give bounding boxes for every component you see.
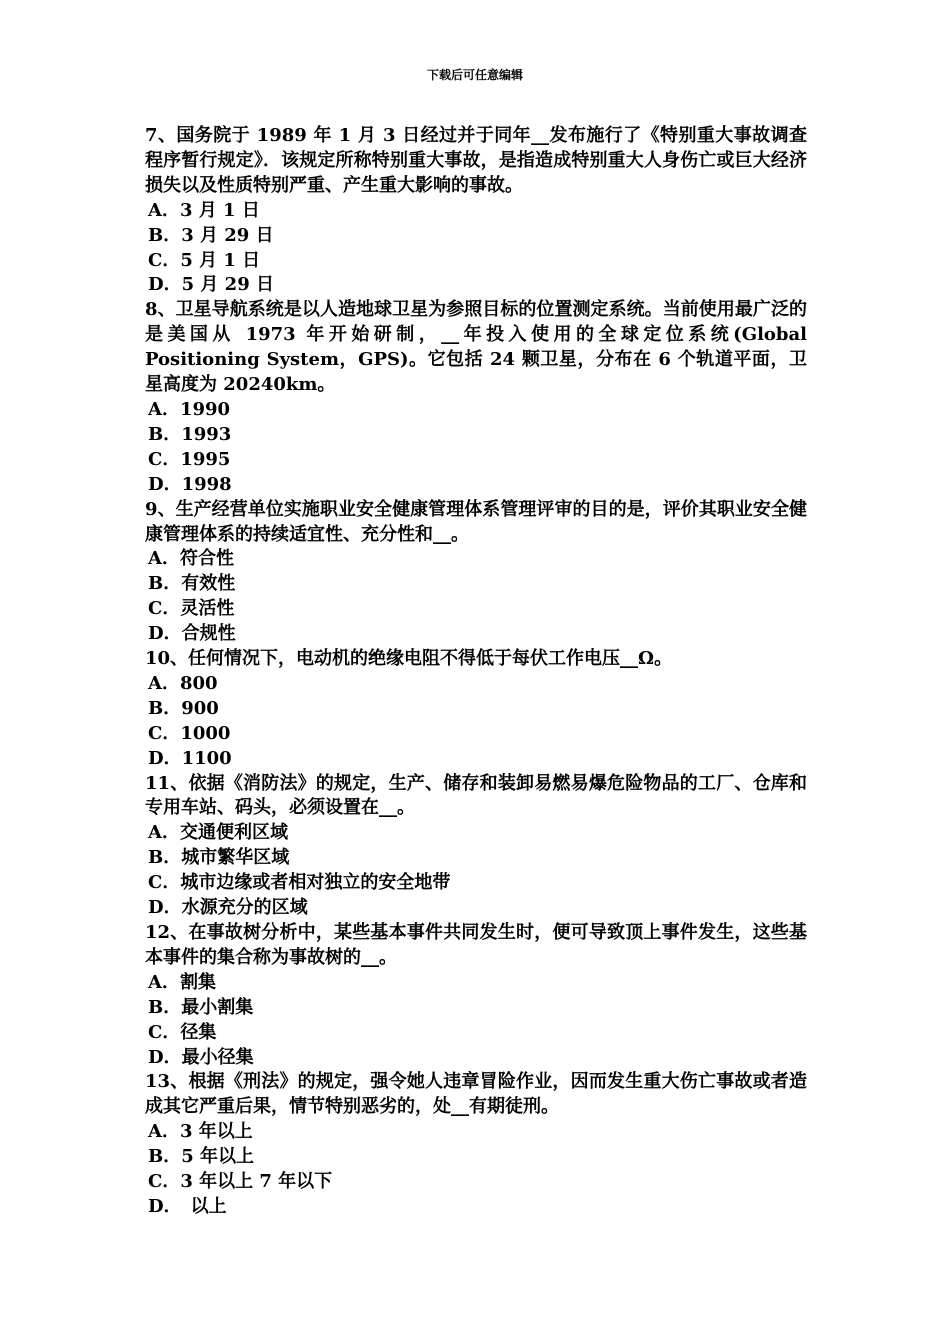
question-block [145,298,807,497]
option-c: C．3 年以上 7 年以下 [148,1171,333,1193]
document-body [145,124,807,1220]
question-block [145,921,807,1070]
option-c: C．5 月 1 日 [148,249,261,271]
option-a: A．符合性 [148,548,234,570]
question-7-text: 7、国务院于 1989 年 1 月 3 日经过并于同年__发布施行了《特别重大事故调查程序暂行规定》．该规定所称特别重大事故，是指造成特别重大人身伤亡或巨大经济损失以及性质特别严重、产生重大影响的事故。 [145,125,807,196]
question-block [145,124,807,298]
question-13-text: 13、根据《刑法》的规定，强令她人违章冒险作业，因而发生重大伤亡事故或者造成其它严重后果，情节特别恶劣的，处__有期徒刑。 [145,1071,807,1118]
option-a: A．3 年以上 [148,1121,253,1143]
option-c: C．1000 [148,722,231,744]
question-10-text: 10、任何情况下，电动机的绝缘电阻不得低于每伏工作电压__Ω。 [145,648,673,670]
option-c: C．1995 [148,448,231,470]
question-block [145,772,807,921]
option-c: C．径集 [148,1021,217,1043]
option-d: D．1998 [148,473,232,495]
question-block [145,1070,807,1219]
page-header: 下载后可任意编辑 [426,68,523,82]
option-d: D．最小径集 [148,1046,254,1068]
question-12-text: 12、在事故树分析中，某些基本事件共同发生时，便可导致顶上事件发生，这些基本事件的集合称为事故树的__。 [145,922,807,968]
option-d: D．水源充分的区域 [148,897,308,919]
option-a: A．800 [148,672,218,694]
option-b: B．城市繁华区域 [148,847,290,869]
option-d: D．合规性 [148,623,236,645]
question-9-text: 9、生产经营单位实施职业安全健康管理体系管理评审的目的是，评价其职业安全健康管理体系的持续适宜性、充分性和__。 [145,498,807,545]
option-d: D．1100 [148,747,232,769]
option-b: B．5 年以上 [148,1146,255,1168]
option-b: B．1993 [148,423,232,445]
option-a: A．1990 [148,398,231,420]
option-a: A．交通便利区域 [148,822,288,844]
question-block [145,647,807,772]
option-b: B．最小割集 [148,996,254,1018]
option-d: D．5 月 29 日 [148,274,274,296]
option-c: C．灵活性 [148,598,235,620]
option-d: D． 以上 [148,1195,227,1217]
option-a: A．3 月 1 日 [148,199,260,221]
option-b: B．900 [148,697,219,719]
question-8-text: 8、卫星导航系统是以人造地球卫星为参照目标的位置测定系统。当前使用最广泛的是美国从 1973 年开始研制，__年投入使用的全球定位系统(Global Positioning System，GPS)。它包括 24 颗卫星，分布在 6 个轨道平面，卫星高度为 20240km。 [145,299,807,396]
option-b: B．有效性 [148,573,236,595]
option-b: B．3 月 29 日 [148,224,274,246]
question-block [145,498,807,647]
option-a: A．割集 [148,971,216,993]
question-11-text: 11、依据《消防法》的规定，生产、储存和装卸易燃易爆危险物品的工厂、仓库和专用车站、码头，必须设置在__。 [145,772,807,819]
option-c: C．城市边缘或者相对独立的安全地带 [148,872,451,894]
